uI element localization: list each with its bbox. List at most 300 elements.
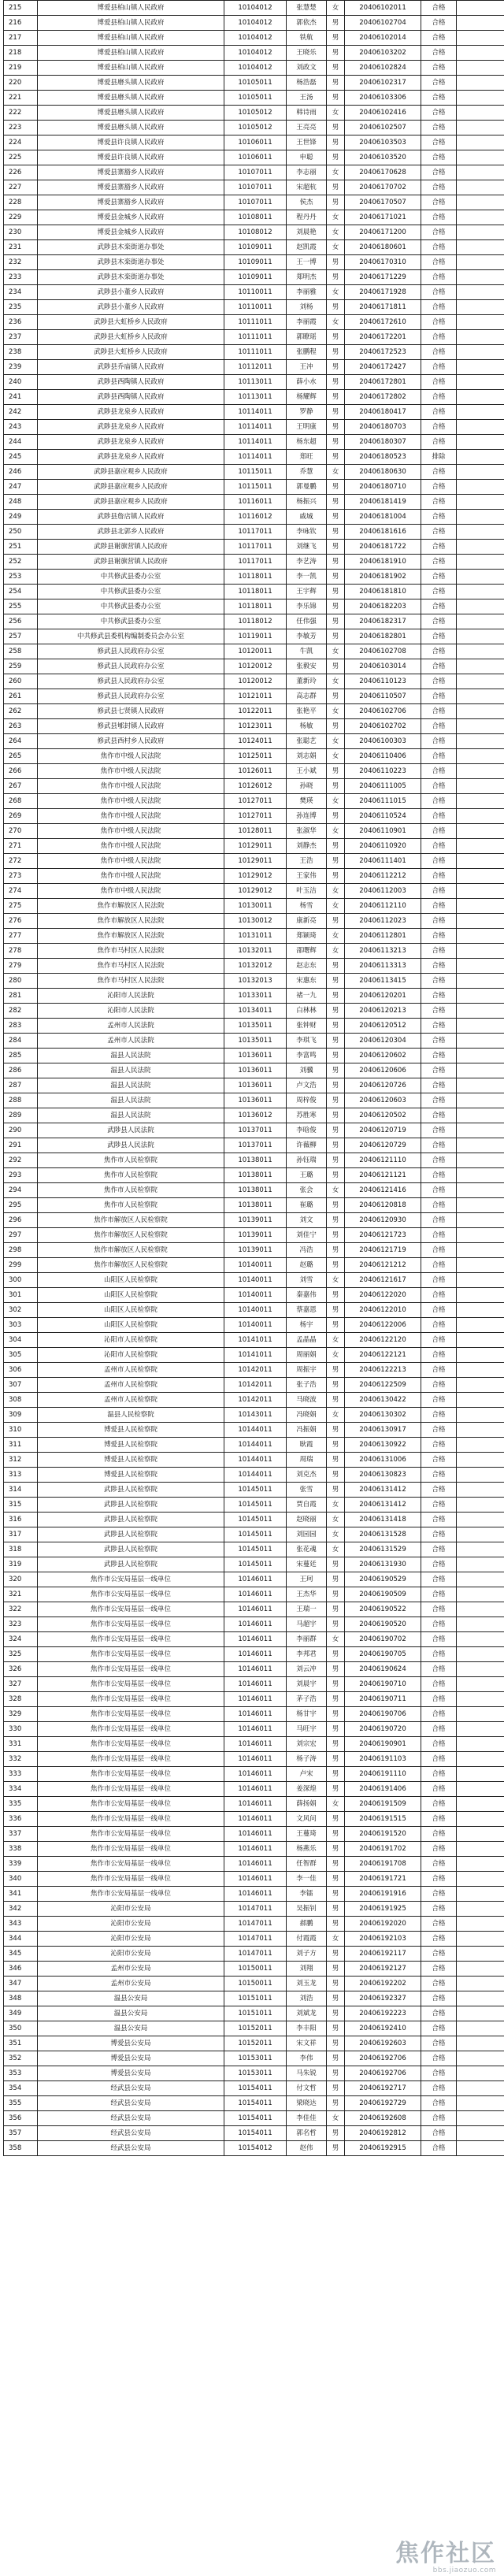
- gender-cell: 男: [327, 1602, 345, 1617]
- gender-cell: 男: [327, 345, 345, 360]
- gender-cell: 男: [327, 360, 345, 375]
- blank-cell: [457, 914, 504, 929]
- review-result-cell: 合格: [421, 719, 457, 734]
- blank-cell: [457, 1542, 504, 1557]
- employer-name-cell: 经武县公安局: [38, 2081, 224, 2096]
- employer-name-cell: 博爱县磨头镇人民政府: [38, 76, 224, 91]
- blank-cell: [457, 2126, 504, 2141]
- position-code-cell: 10118011: [224, 570, 287, 585]
- exam-ticket-number-cell: 20406192223: [345, 2006, 421, 2021]
- exam-ticket-number-cell: 20406182317: [345, 614, 421, 629]
- review-result-cell: 合格: [421, 270, 457, 285]
- table-row: [4, 1812, 504, 1827]
- blank-cell: [457, 869, 504, 884]
- exam-ticket-number-cell: 20406171200: [345, 225, 421, 240]
- candidate-name-cell: 茅子浩: [287, 1692, 327, 1707]
- review-result-cell: 合格: [421, 135, 457, 150]
- gender-cell: 男: [327, 914, 345, 929]
- candidate-name-cell: 任伟强: [287, 614, 327, 629]
- exam-ticket-number-cell: 20406102416: [345, 106, 421, 121]
- gender-cell: 男: [327, 1034, 345, 1049]
- candidate-name-cell: 张慧楚: [287, 1, 327, 16]
- position-code-cell: 10110011: [224, 285, 287, 300]
- exam-ticket-number-cell: 20406110920: [345, 839, 421, 854]
- table-row: [4, 2126, 504, 2141]
- review-result-cell: 合格: [421, 1737, 457, 1752]
- gender-cell: 男: [327, 1707, 345, 1722]
- table-row: [4, 1019, 504, 1034]
- employer-name-cell: 武陟县人民检察院: [38, 1483, 224, 1498]
- blank-cell: [457, 405, 504, 420]
- row-number-cell: 314: [4, 1483, 38, 1498]
- row-number-cell: 266: [4, 764, 38, 779]
- row-number-cell: 350: [4, 2021, 38, 2036]
- employer-name-cell: 武陟县人民检察院: [38, 1513, 224, 1527]
- table-row: [4, 270, 504, 285]
- table-row: [4, 1782, 504, 1797]
- position-code-cell: 10124011: [224, 734, 287, 749]
- candidate-name-cell: 张淑华: [287, 824, 327, 839]
- blank-cell: [457, 135, 504, 150]
- review-result-cell: 合格: [421, 884, 457, 899]
- gender-cell: 男: [327, 495, 345, 510]
- table-row: [4, 345, 504, 360]
- review-result-cell: 合格: [421, 465, 457, 480]
- employer-name-cell: 武陟县嘉应观乡人民政府: [38, 480, 224, 495]
- blank-cell: [457, 480, 504, 495]
- row-number-cell: 332: [4, 1752, 38, 1767]
- position-code-cell: 10109011: [224, 255, 287, 270]
- exam-ticket-number-cell: 20406102507: [345, 121, 421, 135]
- table-row: [4, 1049, 504, 1063]
- gender-cell: 男: [327, 540, 345, 555]
- table-row: [4, 1004, 504, 1019]
- blank-cell: [457, 2096, 504, 2111]
- table-row: [4, 360, 504, 375]
- blank-cell: [457, 1857, 504, 1872]
- review-result-cell: 合格: [421, 689, 457, 704]
- employer-name-cell: 中共修武县委机构编制委员会办公室: [38, 629, 224, 644]
- candidate-name-cell: 孙连博: [287, 809, 327, 824]
- exam-ticket-number-cell: 20406191406: [345, 1782, 421, 1797]
- table-row: [4, 1513, 504, 1527]
- exam-ticket-number-cell: 20406110901: [345, 824, 421, 839]
- review-result-cell: 合格: [421, 2021, 457, 2036]
- employer-name-cell: 温县公安局: [38, 2006, 224, 2021]
- position-code-cell: 10117011: [224, 555, 287, 570]
- position-code-cell: 10113011: [224, 375, 287, 390]
- employer-name-cell: 焦作市公安局基层一线单位: [38, 1572, 224, 1587]
- blank-cell: [457, 76, 504, 91]
- gender-cell: 男: [327, 1962, 345, 1977]
- gender-cell: 男: [327, 1243, 345, 1258]
- blank-cell: [457, 899, 504, 914]
- blank-cell: [457, 1333, 504, 1348]
- blank-cell: [457, 345, 504, 360]
- exam-ticket-number-cell: 20406131529: [345, 1542, 421, 1557]
- employer-name-cell: 博爱县柏山镇人民政府: [38, 61, 224, 76]
- exam-ticket-number-cell: 20406192717: [345, 2081, 421, 2096]
- exam-ticket-number-cell: 20406112023: [345, 914, 421, 929]
- row-number-cell: 319: [4, 1557, 38, 1572]
- review-result-cell: 合格: [421, 659, 457, 674]
- employer-name-cell: 博爱县公安局: [38, 2066, 224, 2081]
- review-result-cell: 合格: [421, 1767, 457, 1782]
- gender-cell: 男: [327, 375, 345, 390]
- blank-cell: [457, 2111, 504, 2126]
- review-result-cell: 合格: [421, 1692, 457, 1707]
- exam-ticket-number-cell: 20406121719: [345, 1243, 421, 1258]
- candidate-name-cell: 申聪: [287, 150, 327, 165]
- blank-cell: [457, 1034, 504, 1049]
- review-result-cell: 合格: [421, 1902, 457, 1917]
- table-row: [4, 165, 504, 180]
- blank-cell: [457, 510, 504, 525]
- row-number-cell: 217: [4, 31, 38, 46]
- exam-ticket-number-cell: 20406113415: [345, 974, 421, 989]
- exam-ticket-number-cell: 20406120602: [345, 1049, 421, 1063]
- blank-cell: [457, 1782, 504, 1797]
- candidate-name-cell: 宋文祥: [287, 2036, 327, 2051]
- exam-ticket-number-cell: 20406130422: [345, 1393, 421, 1408]
- table-row: [4, 1423, 504, 1438]
- gender-cell: 男: [327, 1063, 345, 1078]
- candidate-name-cell: 贾自霞: [287, 1498, 327, 1513]
- exam-ticket-number-cell: 20406192915: [345, 2141, 421, 2156]
- candidate-name-cell: 冯晓娟: [287, 1408, 327, 1423]
- exam-ticket-number-cell: 20406190720: [345, 1722, 421, 1737]
- employer-name-cell: 修武县郇封镇人民政府: [38, 719, 224, 734]
- position-code-cell: 10140011: [224, 1318, 287, 1333]
- review-result-cell: 合格: [421, 1438, 457, 1453]
- employer-name-cell: 修武县西村乡人民政府: [38, 734, 224, 749]
- review-result-cell: 合格: [421, 734, 457, 749]
- blank-cell: [457, 1423, 504, 1438]
- employer-name-cell: 温县人民法院: [38, 1049, 224, 1063]
- gender-cell: 男: [327, 1917, 345, 1932]
- exam-ticket-number-cell: 20406180630: [345, 465, 421, 480]
- review-result-cell: 合格: [421, 1138, 457, 1153]
- review-result-cell: 合格: [421, 1168, 457, 1183]
- exam-ticket-number-cell: 20406191702: [345, 1842, 421, 1857]
- row-number-cell: 321: [4, 1587, 38, 1602]
- candidate-name-cell: 刘骥: [287, 1063, 327, 1078]
- position-code-cell: 10111011: [224, 345, 287, 360]
- position-code-cell: 10108011: [224, 210, 287, 225]
- candidate-name-cell: 戚城: [287, 510, 327, 525]
- table-row: [4, 465, 504, 480]
- employer-name-cell: 焦作市公安局基层一线单位: [38, 1752, 224, 1767]
- row-number-cell: 244: [4, 435, 38, 450]
- position-code-cell: 10146011: [224, 1617, 287, 1632]
- gender-cell: 男: [327, 195, 345, 210]
- position-code-cell: 10146011: [224, 1602, 287, 1617]
- row-number-cell: 281: [4, 989, 38, 1004]
- table-row: [4, 809, 504, 824]
- row-number-cell: 344: [4, 1932, 38, 1947]
- candidate-name-cell: 刘志娟: [287, 749, 327, 764]
- exam-ticket-number-cell: 20406190509: [345, 1587, 421, 1602]
- table-row: [4, 599, 504, 614]
- exam-ticket-number-cell: 20406171229: [345, 270, 421, 285]
- candidate-name-cell: 杨子涛: [287, 1752, 327, 1767]
- gender-cell: 男: [327, 1842, 345, 1857]
- row-number-cell: 334: [4, 1782, 38, 1797]
- employer-name-cell: 武陟县小董乡人民政府: [38, 285, 224, 300]
- blank-cell: [457, 1004, 504, 1019]
- blank-cell: [457, 2006, 504, 2021]
- row-number-cell: 233: [4, 270, 38, 285]
- candidate-name-cell: 许薇柳: [287, 1138, 327, 1153]
- table-row: [4, 1273, 504, 1288]
- review-result-cell: 合格: [421, 1183, 457, 1198]
- row-number-cell: 232: [4, 255, 38, 270]
- review-result-cell: 合格: [421, 540, 457, 555]
- candidate-name-cell: 蔡嘉恩: [287, 1303, 327, 1318]
- exam-ticket-number-cell: 20406110524: [345, 809, 421, 824]
- employer-name-cell: 博爱县人民检察院: [38, 1438, 224, 1453]
- review-result-cell: 合格: [421, 1782, 457, 1797]
- review-result-cell: 合格: [421, 91, 457, 106]
- table-row: [4, 2111, 504, 2126]
- blank-cell: [457, 420, 504, 435]
- candidate-name-cell: 杨宇: [287, 1318, 327, 1333]
- candidate-name-cell: 牛凯: [287, 644, 327, 659]
- candidate-name-cell: 侯杰: [287, 195, 327, 210]
- table-row: [4, 1183, 504, 1198]
- row-number-cell: 286: [4, 1063, 38, 1078]
- blank-cell: [457, 1228, 504, 1243]
- employer-name-cell: 沁阳市公安局: [38, 1902, 224, 1917]
- row-number-cell: 277: [4, 929, 38, 944]
- table-row: [4, 1962, 504, 1977]
- blank-cell: [457, 1887, 504, 1902]
- table-row: [4, 76, 504, 91]
- position-code-cell: 10153011: [224, 2051, 287, 2066]
- table-row: [4, 1722, 504, 1737]
- blank-cell: [457, 360, 504, 375]
- employer-name-cell: 武陟县大虹桥乡人民政府: [38, 330, 224, 345]
- blank-cell: [457, 1587, 504, 1602]
- gender-cell: 男: [327, 121, 345, 135]
- exam-ticket-number-cell: 20406130922: [345, 1438, 421, 1453]
- position-code-cell: 10129012: [224, 884, 287, 899]
- position-code-cell: 10114011: [224, 450, 287, 465]
- table-row: [4, 734, 504, 749]
- review-result-cell: 合格: [421, 854, 457, 869]
- position-code-cell: 10145011: [224, 1557, 287, 1572]
- gender-cell: 男: [327, 2081, 345, 2096]
- candidate-name-cell: 刘晨宇: [287, 1677, 327, 1692]
- row-number-cell: 257: [4, 629, 38, 644]
- row-number-cell: 323: [4, 1617, 38, 1632]
- blank-cell: [457, 270, 504, 285]
- row-number-cell: 326: [4, 1662, 38, 1677]
- table-row: [4, 1872, 504, 1887]
- employer-name-cell: 博爱县柏山镇人民政府: [38, 46, 224, 61]
- exam-ticket-number-cell: 20406102702: [345, 719, 421, 734]
- position-code-cell: 10154011: [224, 2096, 287, 2111]
- candidate-name-cell: 褚一九: [287, 989, 327, 1004]
- table-row: [4, 1168, 504, 1183]
- position-code-cell: 10146011: [224, 1797, 287, 1812]
- blank-cell: [457, 1393, 504, 1408]
- review-result-cell: 合格: [421, 480, 457, 495]
- employer-name-cell: 焦作市中级人民法院: [38, 764, 224, 779]
- row-number-cell: 311: [4, 1438, 38, 1453]
- exam-ticket-number-cell: 20406192127: [345, 1962, 421, 1977]
- candidate-name-cell: 王蔓琦: [287, 1827, 327, 1842]
- employer-name-cell: 焦作市公安局基层一线单位: [38, 1842, 224, 1857]
- gender-cell: 女: [327, 1527, 345, 1542]
- position-code-cell: 10139011: [224, 1243, 287, 1258]
- gender-cell: 女: [327, 1273, 345, 1288]
- position-code-cell: 10144011: [224, 1468, 287, 1483]
- exam-ticket-number-cell: 20406103503: [345, 135, 421, 150]
- position-code-cell: 10114011: [224, 420, 287, 435]
- blank-cell: [457, 1168, 504, 1183]
- position-code-cell: 10139011: [224, 1228, 287, 1243]
- table-row: [4, 450, 504, 465]
- employer-name-cell: 沁阳市人民法院: [38, 1004, 224, 1019]
- candidate-name-cell: 郝鹏: [287, 1917, 327, 1932]
- table-row: [4, 674, 504, 689]
- employer-name-cell: 焦作市公安局基层一线单位: [38, 1827, 224, 1842]
- position-code-cell: 10106011: [224, 135, 287, 150]
- gender-cell: 男: [327, 330, 345, 345]
- review-result-cell: 合格: [421, 1752, 457, 1767]
- candidate-name-cell: 姜深煌: [287, 1782, 327, 1797]
- review-result-cell: 合格: [421, 1213, 457, 1228]
- gender-cell: 男: [327, 1093, 345, 1108]
- position-code-cell: 10110011: [224, 300, 287, 315]
- review-result-cell: 合格: [421, 1273, 457, 1288]
- row-number-cell: 283: [4, 1019, 38, 1034]
- table-row: [4, 1303, 504, 1318]
- employer-name-cell: 焦作市人民检察院: [38, 1198, 224, 1213]
- blank-cell: [457, 1872, 504, 1887]
- review-result-cell: 合格: [421, 1, 457, 16]
- blank-cell: [457, 1288, 504, 1303]
- row-number-cell: 294: [4, 1183, 38, 1198]
- exam-ticket-number-cell: 20406120304: [345, 1034, 421, 1049]
- position-code-cell: 10116011: [224, 495, 287, 510]
- row-number-cell: 290: [4, 1123, 38, 1138]
- exam-ticket-number-cell: 20406120930: [345, 1213, 421, 1228]
- review-result-cell: 合格: [421, 46, 457, 61]
- candidate-name-cell: 王杰华: [287, 1587, 327, 1602]
- candidate-table: [3, 0, 504, 2156]
- row-number-cell: 284: [4, 1034, 38, 1049]
- candidate-name-cell: 孙晓: [287, 779, 327, 794]
- employer-name-cell: 武陟县人民检察院: [38, 1527, 224, 1542]
- blank-cell: [457, 779, 504, 794]
- exam-ticket-number-cell: 20406112003: [345, 884, 421, 899]
- candidate-name-cell: 李伟: [287, 2051, 327, 2066]
- candidate-name-cell: 杨东超: [287, 435, 327, 450]
- blank-cell: [457, 1647, 504, 1662]
- employer-name-cell: 焦作市公安局基层一线单位: [38, 1602, 224, 1617]
- table-row: [4, 1647, 504, 1662]
- position-code-cell: 10117011: [224, 540, 287, 555]
- gender-cell: 男: [327, 1288, 345, 1303]
- table-row: [4, 1991, 504, 2006]
- candidate-name-cell: 刘斌龙: [287, 2006, 327, 2021]
- review-result-cell: 合格: [421, 525, 457, 540]
- position-code-cell: 10118011: [224, 585, 287, 599]
- exam-ticket-number-cell: 20406110507: [345, 689, 421, 704]
- blank-cell: [457, 974, 504, 989]
- blank-cell: [457, 629, 504, 644]
- candidate-name-cell: 郭依杰: [287, 16, 327, 31]
- review-result-cell: 合格: [421, 1513, 457, 1527]
- row-number-cell: 238: [4, 345, 38, 360]
- gender-cell: 男: [327, 1767, 345, 1782]
- position-code-cell: 10107011: [224, 180, 287, 195]
- blank-cell: [457, 1632, 504, 1647]
- row-number-cell: 278: [4, 944, 38, 959]
- candidate-name-cell: 李镭: [287, 1887, 327, 1902]
- gender-cell: 男: [327, 1692, 345, 1707]
- row-number-cell: 267: [4, 779, 38, 794]
- blank-cell: [457, 585, 504, 599]
- position-code-cell: 10132013: [224, 974, 287, 989]
- employer-name-cell: 武陟县人民检察院: [38, 1557, 224, 1572]
- employer-name-cell: 经武县公安局: [38, 2126, 224, 2141]
- employer-name-cell: 焦作市人民检察院: [38, 1168, 224, 1183]
- candidate-name-cell: 卢文浩: [287, 1078, 327, 1093]
- candidate-name-cell: 张聪艺: [287, 734, 327, 749]
- table-row: [4, 16, 504, 31]
- review-result-cell: 合格: [421, 300, 457, 315]
- exam-ticket-number-cell: 20406180710: [345, 480, 421, 495]
- exam-ticket-number-cell: 20406121617: [345, 1273, 421, 1288]
- employer-name-cell: 焦作市公安局基层一线单位: [38, 1617, 224, 1632]
- blank-cell: [457, 704, 504, 719]
- employer-name-cell: 博爱县磨头镇人民政府: [38, 91, 224, 106]
- table-row: [4, 704, 504, 719]
- row-number-cell: 271: [4, 839, 38, 854]
- gender-cell: 男: [327, 1213, 345, 1228]
- blank-cell: [457, 1183, 504, 1198]
- row-number-cell: 291: [4, 1138, 38, 1153]
- review-result-cell: 合格: [421, 1647, 457, 1662]
- row-number-cell: 340: [4, 1872, 38, 1887]
- blank-cell: [457, 16, 504, 31]
- table-row: [4, 914, 504, 929]
- employer-name-cell: 博爱县人民检察院: [38, 1423, 224, 1438]
- position-code-cell: 10154011: [224, 2081, 287, 2096]
- position-code-cell: 10146011: [224, 1782, 287, 1797]
- table-row: [4, 61, 504, 76]
- exam-ticket-number-cell: 20406131418: [345, 1513, 421, 1527]
- employer-name-cell: 焦作市公安局基层一线单位: [38, 1722, 224, 1737]
- table-row: [4, 1602, 504, 1617]
- gender-cell: 男: [327, 1004, 345, 1019]
- review-result-cell: 合格: [421, 1108, 457, 1123]
- review-result-cell: 合格: [421, 1527, 457, 1542]
- blank-cell: [457, 2036, 504, 2051]
- candidate-name-cell: 杨甘宇: [287, 1707, 327, 1722]
- exam-ticket-number-cell: 20406180601: [345, 240, 421, 255]
- exam-ticket-number-cell: 20406122121: [345, 1348, 421, 1363]
- employer-name-cell: 山阳区人民检察院: [38, 1318, 224, 1333]
- exam-ticket-number-cell: 20406191520: [345, 1827, 421, 1842]
- candidate-name-cell: 王宇辉: [287, 585, 327, 599]
- review-result-cell: 合格: [421, 1722, 457, 1737]
- candidate-name-cell: 叶玉洁: [287, 884, 327, 899]
- employer-name-cell: 武陟县人民检察院: [38, 1498, 224, 1513]
